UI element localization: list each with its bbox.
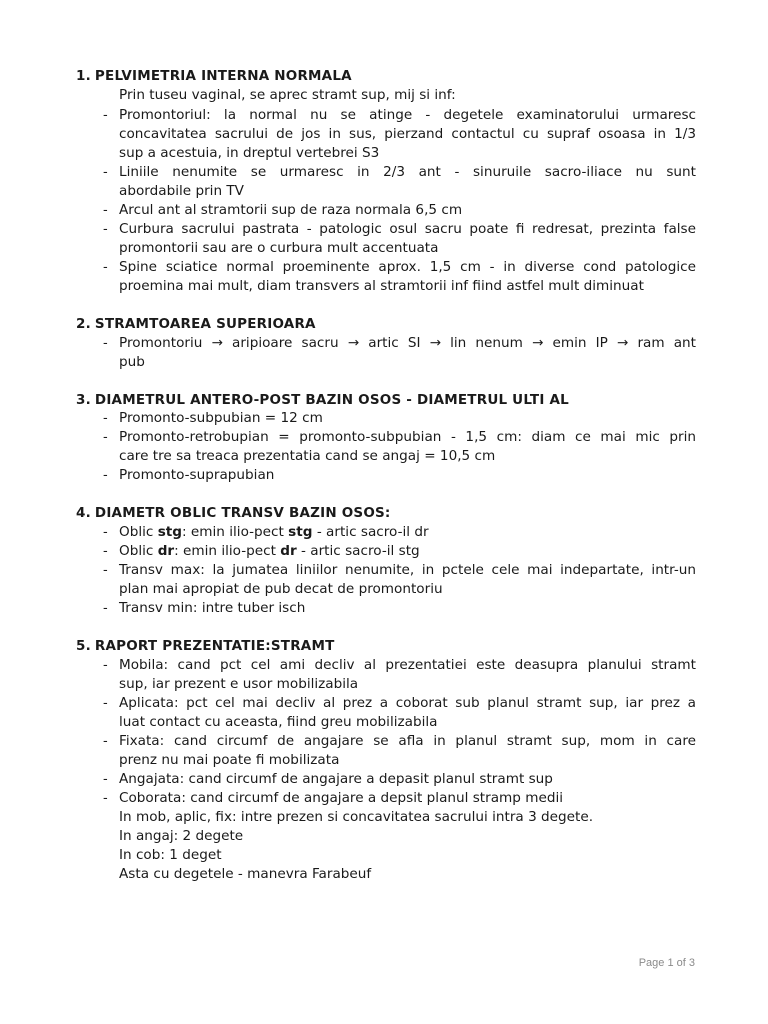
section-heading: 1. PELVIMETRIA INTERNA NORMALA bbox=[76, 68, 352, 84]
list-item-line: luat contact cu aceasta, fiind greu mobilizabila bbox=[119, 714, 438, 730]
list-item-line: Oblic stg: emin ilio-pect stg - artic sacro-il dr bbox=[119, 524, 429, 540]
bullet-dash: - bbox=[103, 658, 108, 673]
list-item-line: Promonto-suprapubian bbox=[119, 467, 275, 483]
list-item-line: plan mai apropiat de pub decat de promontoriu bbox=[119, 581, 443, 597]
bullet-dash: - bbox=[103, 772, 108, 787]
list-item-line: prenz nu mai poate fi mobilizata bbox=[119, 752, 340, 768]
note-line: In mob, aplic, fix: intre prezen si concavitatea sacrului intra 3 degete. bbox=[119, 809, 594, 825]
page-number: Page 1 of 3 bbox=[638, 957, 695, 969]
section-intro: Prin tuseu vaginal, se aprec stramt sup, mij si inf: bbox=[119, 87, 456, 103]
section-heading: 4. DIAMETR OBLIC TRANSV BAZIN OSOS: bbox=[76, 505, 391, 521]
list-item-line: Transv max: la jumatea liniilor nenumite, in pctele cele mai indepartate, intr-un bbox=[119, 562, 696, 578]
bullet-dash: - bbox=[103, 791, 108, 806]
list-item-line: Fixata: cand circumf de angajare se afla in planul stramt sup, mom in care bbox=[119, 733, 696, 749]
bullet-dash: - bbox=[103, 601, 108, 616]
bullet-dash: - bbox=[103, 525, 108, 540]
bullet-dash: - bbox=[103, 696, 108, 711]
bullet-dash: - bbox=[103, 222, 108, 237]
list-item-line: concavitatea sacrului de jos in sus, pierzand contactul cu supraf osoasa in 1/3 bbox=[119, 126, 696, 142]
bullet-dash: - bbox=[103, 260, 108, 275]
bullet-dash: - bbox=[103, 430, 108, 445]
list-item-line: care tre sa treaca prezentatia cand se angaj = 10,5 cm bbox=[119, 448, 496, 464]
bullet-dash: - bbox=[103, 165, 108, 180]
list-item-line: Promonto-subpubian = 12 cm bbox=[119, 410, 323, 426]
section-heading: 3. DIAMETRUL ANTERO-POST BAZIN OSOS - DIAMETRUL ULTI AL bbox=[76, 392, 569, 408]
list-item-line: Arcul ant al stramtorii sup de raza normala 6,5 cm bbox=[119, 202, 463, 218]
list-item-line: Oblic dr: emin ilio-pect dr - artic sacro-il stg bbox=[119, 543, 420, 559]
bullet-dash: - bbox=[103, 468, 108, 483]
note-line: Asta cu degetele - manevra Farabeuf bbox=[119, 866, 372, 882]
list-item-line: Liniile nenumite se urmaresc in 2/3 ant - sinuruile sacro-iliace nu sunt bbox=[119, 164, 696, 180]
bullet-dash: - bbox=[103, 734, 108, 749]
bullet-dash: - bbox=[103, 411, 108, 426]
list-item-line: sup a acestuia, in dreptul vertebrei S3 bbox=[119, 145, 380, 161]
list-item-line: Promontoriul: la normal nu se atinge - degetele examinatorului urmaresc bbox=[119, 107, 696, 123]
list-item-line: promontorii sau are o curbura mult accentuata bbox=[119, 240, 439, 256]
list-item-line: Coborata: cand circumf de angajare a depsit planul stramp medii bbox=[119, 790, 564, 806]
bullet-dash: - bbox=[103, 544, 108, 559]
list-item-line: Promontoriu → aripioare sacru → artic SI → lin nenum → emin IP → ram ant bbox=[119, 335, 696, 351]
bullet-dash: - bbox=[103, 108, 108, 123]
note-line: In angaj: 2 degete bbox=[119, 828, 244, 844]
bullet-dash: - bbox=[103, 203, 108, 218]
list-item-line: Angajata: cand circumf de angajare a depasit planul stramt sup bbox=[119, 771, 553, 787]
list-item-line: pub bbox=[119, 354, 145, 370]
list-item-line: Aplicata: pct cel mai decliv al prez a coborat sub planul stramt sup, iar prez a bbox=[119, 695, 696, 711]
list-item-line: abordabile prin TV bbox=[119, 183, 244, 199]
list-item-line: Curbura sacrului pastrata - patologic osul sacru poate fi redresat, prezinta false bbox=[119, 221, 696, 237]
section-heading: 5. RAPORT PREZENTATIE:STRAMT bbox=[76, 638, 335, 654]
list-item-line: proemina mai mult, diam transvers al stramtorii inf fiind astfel mult diminuat bbox=[119, 278, 644, 294]
list-item-line: Spine sciatice normal proeminente aprox. 1,5 cm - in diverse cond patologice bbox=[119, 259, 696, 275]
section-heading: 2. STRAMTOAREA SUPERIOARA bbox=[76, 316, 316, 332]
bullet-dash: - bbox=[103, 563, 108, 578]
list-item-line: sup, iar prezent e usor mobilizabila bbox=[119, 676, 359, 692]
list-item-line: Promonto-retrobupian = promonto-subpubian - 1,5 cm: diam ce mai mic prin bbox=[119, 429, 696, 445]
bullet-dash: - bbox=[103, 336, 108, 351]
list-item-line: Transv min: intre tuber isch bbox=[119, 600, 306, 616]
list-item-line: Mobila: cand pct cel ami decliv al prezentatiei este deasupra planului stramt bbox=[119, 657, 696, 673]
note-line: In cob: 1 deget bbox=[119, 847, 222, 863]
